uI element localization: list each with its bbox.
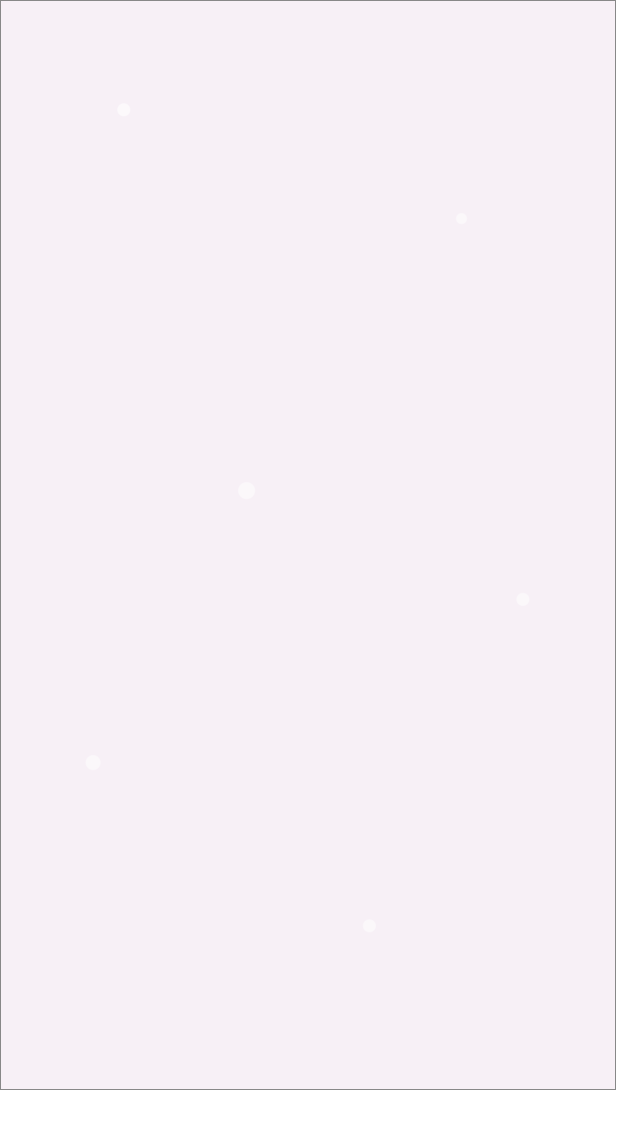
text-block-top (47, 96, 567, 528)
text-block-bottom (47, 569, 567, 1001)
